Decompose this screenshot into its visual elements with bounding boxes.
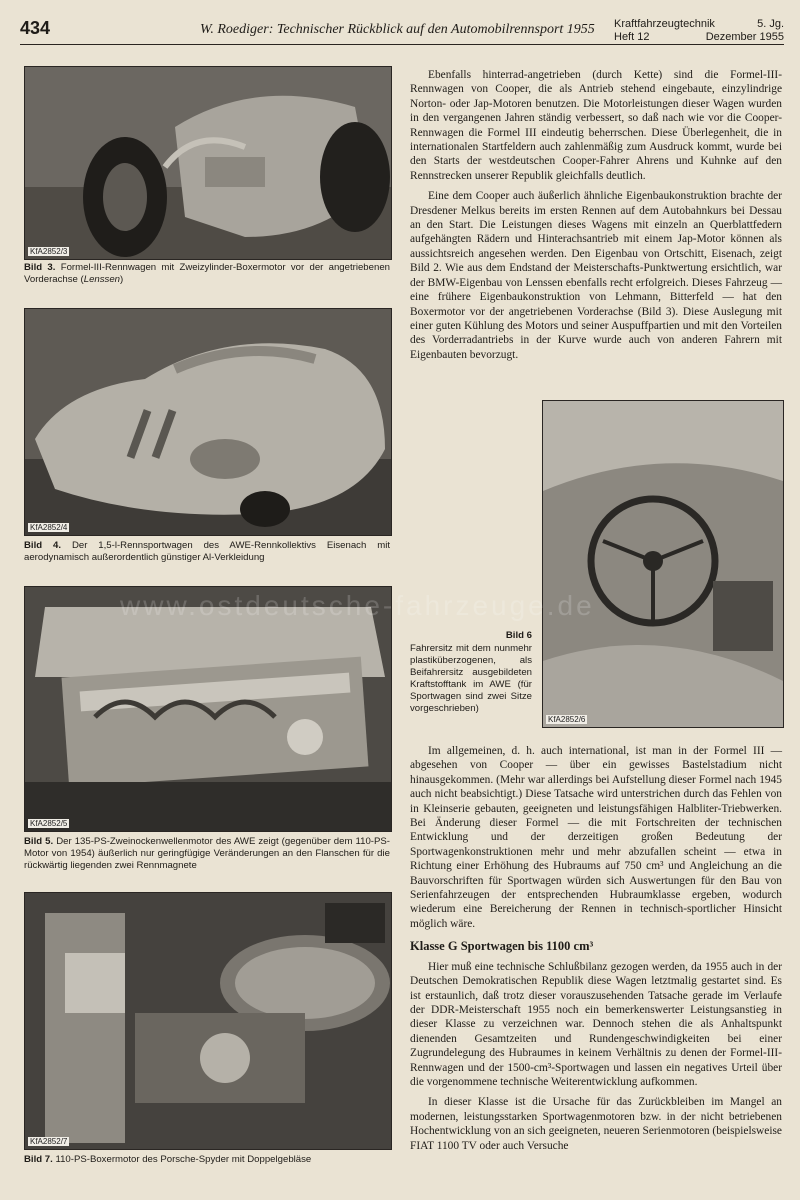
page-header [20, 8, 784, 48]
formula3-racecar-image [25, 67, 391, 259]
porsche-engine-image [25, 893, 391, 1149]
paragraph: Ebenfalls hinterrad-angetrieben (durch Kette) sind die Formel-III-Rennwagen von Cooper, die als Antrieb stehend eingebaute, einzylindrige Norton- oder Jap-Motoren benutzen. Die Motorleistungen dieser Wagen wurden in den vergangenen Jahren ständig verbessert, so daß nach wie vor die Cooper-Rennwagen die Formel III eindeutig beherrschen. Diese Überlegenheit, die in internationalen Startfeldern auch zahlenmäßig zum Ausdruck kommt, wurde bei den Starts der westdeutschen Cooper-Fahrer Ahrens und Kuhnke auf den Rennstrecken unserer Republik gleichfalls deutlich. [410, 69, 782, 182]
paragraph: Im allgemeinen, d. h. auch international, ist man in der Formel III — abgesehen von Cooper — über ein gewisses Bastelstadium nicht hinausgekommen. (Mehr war allerdings bei Aufstellung dieser Formel nach 1945 auch nicht beabsichtigt.) Diese Tatsache wird unterstrichen durch das Fehlen von in Kleinserie gebauten, geeigneten und leistungsfähigen Halbliter-Triebwerken. Bei Änderung dieser Formel — die mit Fortschreiten der technischen Entwicklung und der derzeitigen großen Bedeutung der Sportwagenkonstruktionen mehr und mehr abzufallen scheint — etwa in Richtung einer Erhöhung des Hubraums auf 750 cm³ und Angleichung an die Bauvorschriften für Sportwagen würden sich Auswertungen für den Bau von Serienfahrzeugen der entsprechenden Hubraumklasse ergeben, wodurch wiederum eine Bereicherung der Rennen in technisch-sportlicher Hinsicht möglich wäre. [410, 745, 782, 930]
paragraph: Eine dem Cooper auch äußerlich ähnliche Eigenbaukonstruktion brachte der Dresdener Melkus bereits im ersten Rennen auf dem Autobahnkurs bei Dessau an den Start. Die Leistungen dieses Wagens mit einzeln an Querblattfedern aufgehängten Rädern und Hinterachsantrieb mit einem Jap-Motor können als aussichtsreich angesehen werden. Den Eigenbau von Ortschitt, Eisenach, zeigt Bild 2. Wie aus dem Endstand der Meisterschafts-Punktwertung ersichtlich, war der BMW-Eigenbau von Lenssen ebenfalls recht erfolgreich. Dieses Fahrzeug — eine frühere Eigenbaukonstruktion von Lehmann, Bitterfeld — hat den Boxermotor vor der angetriebenen Vorderachse (Bild 3). Diese Auslegung mit einer guten Kühlung des Motors und seiner Auspuffpartien und mit den Vorteilen des Vorderradantriebs in der Kurve wurde auch von anderen Fahrern mit Eigenbauten bevorzugt. [410, 190, 782, 361]
figure-3-caption-name: Lenssen [83, 274, 121, 285]
figure-6-photo [542, 400, 784, 728]
figure-4-photo [24, 308, 392, 536]
figure-3-photo [24, 66, 392, 260]
figure-7-photo [24, 892, 392, 1150]
figure-7-caption-text: 110-PS-Boxermotor des Porsche-Spyder mit Doppelgebläse [55, 1154, 312, 1165]
figure-6-mark: KfA2852/6 [548, 715, 586, 724]
journal-name: Kraftfahrzeugtechnik [614, 18, 715, 30]
figure-5-caption [24, 836, 390, 872]
figure-5-label: Bild 5. [24, 836, 54, 847]
figure-7-label: Bild 7. [24, 1154, 53, 1165]
figure-6-label: Bild 6 [505, 630, 532, 641]
page-number: 434 [20, 18, 51, 38]
awe-engine-image [25, 587, 391, 831]
figure-3-caption-end: ) [120, 274, 124, 285]
figure-5-mark: KfA2852/5 [30, 819, 68, 828]
header-rule [20, 44, 784, 45]
figure-6-caption [410, 630, 532, 715]
figure-6-caption-text: Fahrersitz mit dem nunmehr plastiküberzogenen, als Beifahrersitz ausgebildeten Kraftstofftank im AWE (für Sportwagen sind zwei Sitze vorgeschrieben) [410, 643, 532, 714]
text-column-bottom [410, 744, 782, 1159]
paragraph: In dieser Klasse ist die Ursache für das Zurückbleiben im Mangel an modernen, leistungsstarken Sportwagenmotoren bzw. in der nicht betriebenen Hochentwicklung von an sich geeigneten, neueren Serienmotoren (beispielsweise FIAT 1100 TV oder auch Versuche [410, 1096, 782, 1152]
figure-7-mark: KfA2852/7 [30, 1137, 68, 1146]
figure-3-caption [24, 262, 390, 286]
journal-date: Dezember 1955 [705, 31, 784, 43]
figure-3-label: Bild 3. [24, 262, 56, 273]
figure-3-caption-text: Formel-III-Rennwagen mit Zweizylinder-Boxermotor vor der angetriebenen Vorderachse ( [24, 262, 390, 285]
section-heading: Klasse G Sportwagen bis 1100 cm³ [410, 939, 594, 954]
running-title: W. Roediger: Technischer Rückblick auf den Automobilrennsport 1955 [200, 22, 595, 37]
figure-5-caption-text: Der 135-PS-Zweinockenwellenmotor des AWE zeigt (gegenüber dem 110-PS-Motor von 1954) äußerlich nur geringfügige Veränderungen an den Flanschen für die rückwärtig liegenden zwei Rennmagnete [24, 836, 390, 871]
figure-4-label: Bild 4. [24, 540, 62, 551]
text-column-top [410, 68, 782, 368]
figure-4-caption-text: Der 1,5-l-Rennsportwagen des AWE-Rennkollektivs Eisenach mit aerodynamisch außerordentlich günstiger Al-Verkleidung [24, 540, 391, 563]
paragraph: Hier muß eine technische Schlußbilanz gezogen werden, da 1955 auch in der Deutschen Demokratischen Republik diese Wagen letztmalig gestartet sind. Es ist erstaunlich, daß trotz dieser vorauszusehenden Tatsache gerade im Verlaufe der DDR-Meisterschaft 1955 noch ein bemerkenswerter Leistungsanstieg in dieser Klasse zu verzeichnen war. Dennoch stehen die als Anhaltspunkt dienenden Gesamtzeiten und Rundengeschwindigkeiten bei einer Zugrundelegung des Hubraumes in keinem Verhältnis zu denen der Formel-III-Rennwagen und der 1500-cm³-Sportwagen und lassen ein negatives Urteil über die vorgenommene technische Weiterentwicklung aufkommen. [410, 960, 782, 1088]
driver-seat-image [543, 401, 783, 727]
journal-volume: 5. Jg. [757, 18, 784, 30]
figure-7-caption [24, 1154, 390, 1166]
figure-4-caption [24, 540, 390, 564]
figure-5-photo [24, 586, 392, 832]
figure-4-mark: KfA2852/4 [30, 523, 68, 532]
journal-info [614, 18, 784, 44]
journal-issue: Heft 12 [614, 31, 650, 43]
figure-3-mark: KfA2852/3 [30, 247, 68, 256]
sportscar-image [25, 309, 391, 535]
